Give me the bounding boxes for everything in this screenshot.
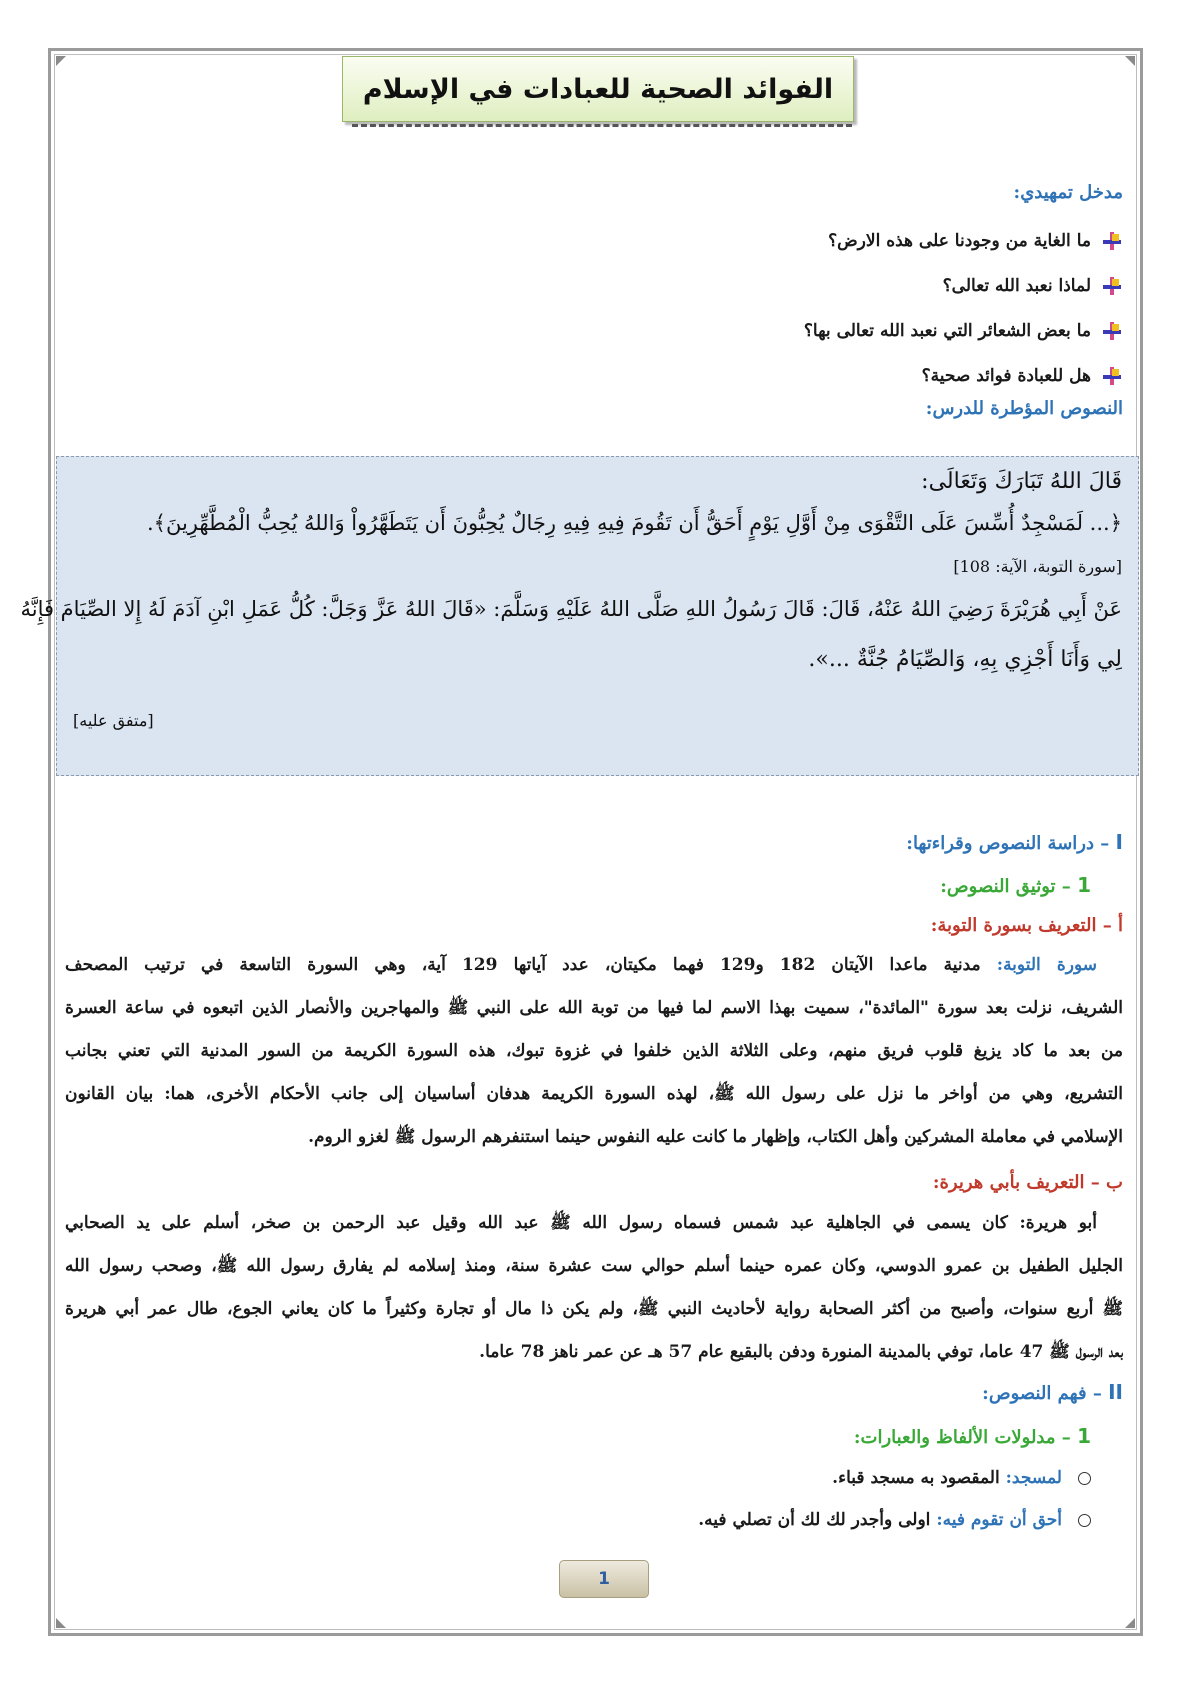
definition: المقصود به مسجد قباء. — [832, 1468, 1000, 1488]
corner-ornament — [1125, 1618, 1135, 1628]
corner-ornament — [56, 1618, 66, 1628]
quran-verse: ﴿... لَمَسْجِدٌ أُسِّسَ عَلَى التَّقْوَى مِنْ أَوَّلِ يَوْمٍ أَحَقُّ أَن تَقُومَ فِيهِ فِيهِ رِجَالٌ يُحِبُّونَ أَن يَتَطَهَّرُواْ وَاللهُ يُحِبُّ الْمُطَّهِّرِينَ﴾. — [147, 511, 1122, 535]
title-underline — [352, 124, 852, 127]
paragraph-line: من بعد ما كاد يزيغ قلوب فريق منهم، وعلى الثلاثة الذين خلفوا في غزوة تبوك، هذه السورة الكريمة من السور المدنية التي تعني بجانب — [65, 1041, 1123, 1061]
section-number: I — [1115, 830, 1123, 854]
hadith-reference: [متفق عليه] — [73, 711, 154, 730]
paragraph-line: الجليل الطفيل بن عمرو الدوسي، وكان عمره حينما أسلم حوالي ست عشرة سنة، ومنذ إسلامه لم يفارق رسول الله ﷺ، وصحب رسول الله — [65, 1256, 1123, 1276]
corner-ornament — [1125, 56, 1135, 66]
subsection-heading — [940, 873, 1091, 897]
hadith-text-end: لِي وَأَنَا أَجْزِي بِهِ، وَالصِّيَامُ جُنَّةٌ ...». — [808, 647, 1122, 672]
line-text: أبو هريرة: كان يسمى في الجاهلية عبد شمس فسماه رسول الله ﷺ عبد الله وقيل عبد الرحمن بن صخر، أسلم على يد الصحابي — [65, 1213, 1097, 1233]
term: لمسجد: — [1005, 1468, 1062, 1488]
abu-hurayra-heading: ب – التعريف بأبي هريرة: — [932, 1172, 1123, 1193]
hadith-text: عَنْ أَبِي هُرَيْرَةَ رَضِيَ اللهُ عَنْهُ، قَالَ: قَالَ رَسُولُ اللهِ صَلَّى اللهُ عَلَيْهِ وَسَلَّمَ: «قَالَ اللهُ عَزَّ وَجَلَّ: كُلُّ عَمَلِ ابْنِ آدَمَ لَهُ إِلا الصِّيَامَ فَإِنَّهُ — [20, 597, 1122, 621]
list-item — [223, 218, 1123, 263]
definition: اولى وأجدر لك لك أن تصلي فيه. — [698, 1510, 931, 1530]
subsection-title: – توثيق النصوص: — [940, 876, 1071, 897]
quote-intro: قَالَ اللهُ تَبَارَكَ وَتَعَالَى: — [921, 469, 1122, 494]
paragraph-line — [65, 944, 1123, 987]
paragraph-line — [65, 1202, 1123, 1245]
line-text: مدنية ماعدا الآيتان 182 و129 فهما مكيتان، عدد آياتها 129 آية، وهي السورة التاسعة في ترتيب المصحف — [65, 955, 981, 975]
subsection-title: – مدلولات الألفاظ والعبارات: — [853, 1427, 1071, 1448]
section-number: II — [1108, 1380, 1123, 1404]
list-item — [698, 1510, 1091, 1530]
term: أحق أن تقوم فيه: — [936, 1510, 1062, 1530]
surah-heading: أ – التعريف بسورة التوبة: — [930, 915, 1123, 936]
list-item — [223, 308, 1123, 353]
paragraph-line: الشريف، نزلت بعد سورة "المائدة"، سميت بهذا الاسم لما فيها من توبة الله على النبي ﷺ والمهاجرين والأنصار الذين اتبعوه في ساعة العسرة — [65, 998, 1123, 1018]
cross-square-bullet-icon — [1103, 367, 1121, 385]
quote-box — [20, 456, 1139, 776]
subsection-number: 1 — [1077, 1424, 1091, 1448]
page-title-box — [342, 56, 854, 122]
page-title: الفوائد الصحية للعبادات في الإسلام — [362, 73, 834, 105]
subsection-heading — [854, 1424, 1091, 1448]
question-text: ما الغاية من وجودنا على هذه الارض؟ — [828, 230, 1091, 251]
paragraph-line: التشريع، وهي من أواخر ما نزل على رسول الله ﷺ، لهذه السورة الكريمة هدفان أساسيان إلى جانب الأحكام الأخرى، هما: بيان القانون — [65, 1084, 1123, 1104]
section-2-heading — [982, 1380, 1123, 1404]
page-number: 1 — [559, 1560, 649, 1598]
abu-hurayra-paragraph — [65, 1202, 1123, 1374]
verse-reference: [سورة التوبة، الآية: 108] — [953, 557, 1122, 576]
cross-square-bullet-icon — [1103, 232, 1121, 250]
question-text: ما بعض الشعائر التي نعبد الله تعالى بها؟ — [803, 320, 1091, 341]
texts-heading: النصوص المؤطرة للدرس: — [925, 398, 1123, 419]
list-item — [223, 263, 1123, 308]
subsection-number: 1 — [1077, 873, 1091, 897]
section-title: – فهم النصوص: — [982, 1383, 1102, 1404]
circle-bullet-icon — [1078, 1514, 1091, 1527]
question-text: لماذا نعبد الله تعالى؟ — [942, 275, 1091, 296]
intro-heading: مدخل تمهيدي: — [1013, 182, 1123, 203]
corner-ornament — [56, 56, 66, 66]
surah-paragraph — [65, 944, 1123, 1159]
paragraph-line: بعد الرسول ﷺ 47 عاما، توفي بالمدينة المنورة ودفن بالبقيع عام 57 هـ عن عمر ناهز 78 عاما. — [479, 1342, 1123, 1362]
list-item — [223, 353, 1123, 398]
section-title: – دراسة النصوص وقراءتها: — [906, 833, 1110, 854]
section-1-heading — [906, 830, 1123, 854]
question-text: هل للعبادة فوائد صحية؟ — [921, 365, 1091, 386]
paragraph-line: الإسلامي في معاملة المشركين وأهل الكتاب، وإظهار ما كانت عليه النفوس حينما استنفرهم الرسول ﷺ لغزو الروم. — [308, 1127, 1123, 1147]
paragraph-lead: سورة التوبة: — [996, 955, 1097, 975]
cross-square-bullet-icon — [1103, 277, 1121, 295]
circle-bullet-icon — [1078, 1472, 1091, 1485]
paragraph-line: ﷺ أربع سنوات، وأصبح من أكثر الصحابة رواية لأحاديث النبي ﷺ، ولم يكن ذا مال أو تجارة وكثيراً ما كان يعاني الجوع، طال عمر أبي هريرة — [65, 1299, 1123, 1319]
list-item — [832, 1468, 1091, 1488]
intro-questions — [223, 218, 1123, 398]
cross-square-bullet-icon — [1103, 322, 1121, 340]
